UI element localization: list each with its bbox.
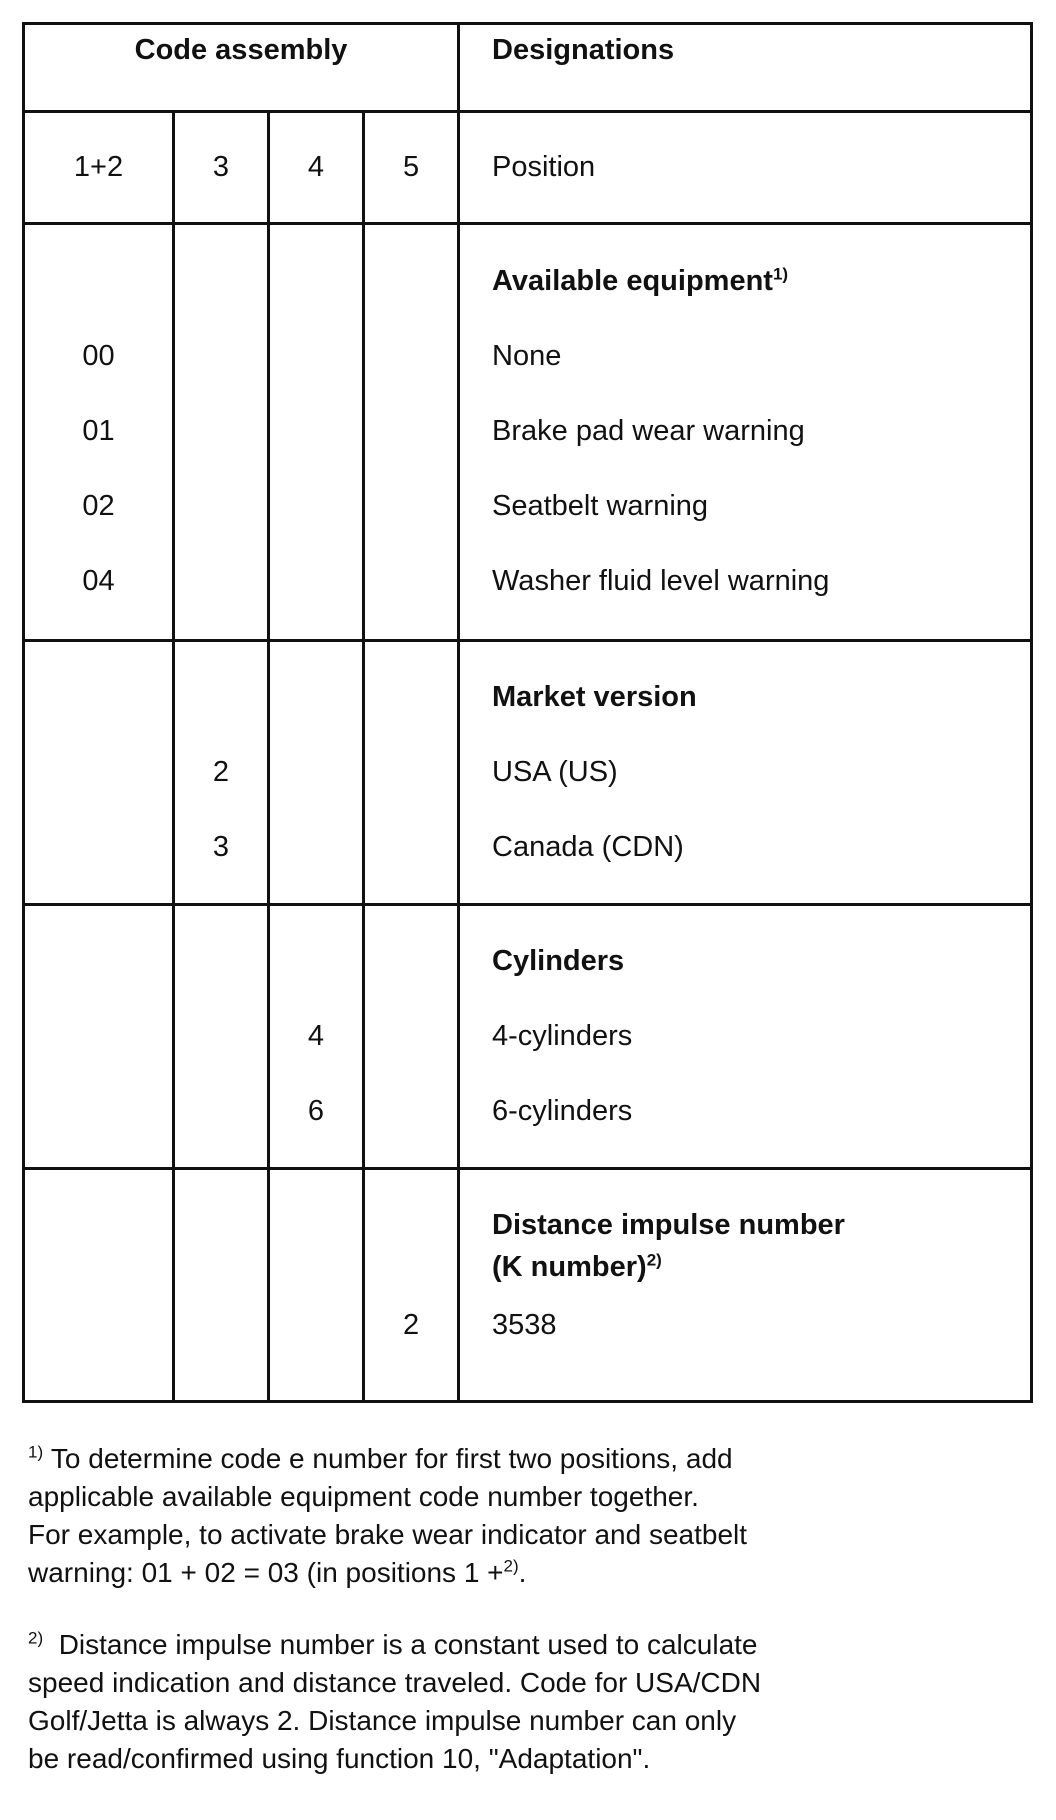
distance-label: 3538 (492, 1309, 557, 1341)
cylinders-label: 6-cylinders (492, 1095, 633, 1127)
designations-header (459, 24, 1032, 112)
footnote-ref-2: 2) (646, 1250, 662, 1270)
designations-title: Designations (492, 34, 675, 66)
distance-section (24, 1169, 1032, 1402)
position-1-2: 1+2 (24, 112, 174, 224)
distance-title-line2: (K number)$^{2)}$ (492, 1250, 662, 1283)
cylinders-title: Cylinders (492, 945, 625, 977)
cylinders-label: 4-cylinders (492, 1020, 633, 1052)
cylinders-code: 4 (307, 1020, 325, 1052)
market-section (24, 641, 1032, 905)
footnote-1: $^{1)}$ To determine code e number for first two positions, add applicable available equipment code number together. For example, to activate brake wear indicator and seatbelt warning: 01 + 02 = 03 (in positions 1 +$^{2)}$. (28, 1442, 748, 1588)
position-row (24, 112, 1032, 224)
footnote-2: $^{2)}$ Distance impulse number is a constant used to calculate speed indication and distance traveled. Code for USA/CDN Golf/Jetta is always 2. Distance impulse number can only be read/confirmed using function 10, "Adaptation". (28, 1628, 762, 1774)
distance-code: 2 (402, 1309, 420, 1341)
market-label: Canada (CDN) (492, 831, 684, 863)
code-assembly-header (24, 24, 459, 112)
code-assembly-title: Code assembly (134, 34, 348, 66)
position-5: 5 (364, 112, 459, 224)
market-code: 2 (212, 756, 230, 788)
footnote-ref-1: 1) (772, 264, 789, 284)
cylinders-section (24, 905, 1032, 1169)
equipment-label: Washer fluid level warning (492, 565, 830, 597)
equipment-title: Available equipment$^{1)}$ (492, 264, 789, 297)
position-label: Position (459, 112, 1032, 224)
market-label: USA (US) (492, 756, 618, 788)
footnotes (28, 1440, 1018, 1812)
equipment-section (24, 224, 1032, 641)
footnote-2-mark: 2) (28, 1628, 44, 1648)
equipment-label: Brake pad wear warning (492, 415, 805, 447)
cylinders-code: 6 (307, 1095, 325, 1127)
market-title: Market version (492, 681, 697, 713)
header-row (24, 24, 1032, 112)
equipment-code: 00 (82, 340, 115, 372)
code-table (22, 22, 1033, 1403)
distance-title-line1: Distance impulse number (492, 1209, 845, 1241)
position-4: 4 (269, 112, 364, 224)
position-3: 3 (174, 112, 269, 224)
market-code: 3 (212, 831, 230, 863)
equipment-label: None (492, 340, 562, 372)
equipment-code: 01 (82, 415, 115, 447)
footnote-1-mark: 1) (28, 1442, 44, 1462)
equipment-code: 04 (82, 565, 115, 597)
equipment-label: Seatbelt warning (492, 490, 709, 522)
equipment-code: 02 (82, 490, 115, 522)
